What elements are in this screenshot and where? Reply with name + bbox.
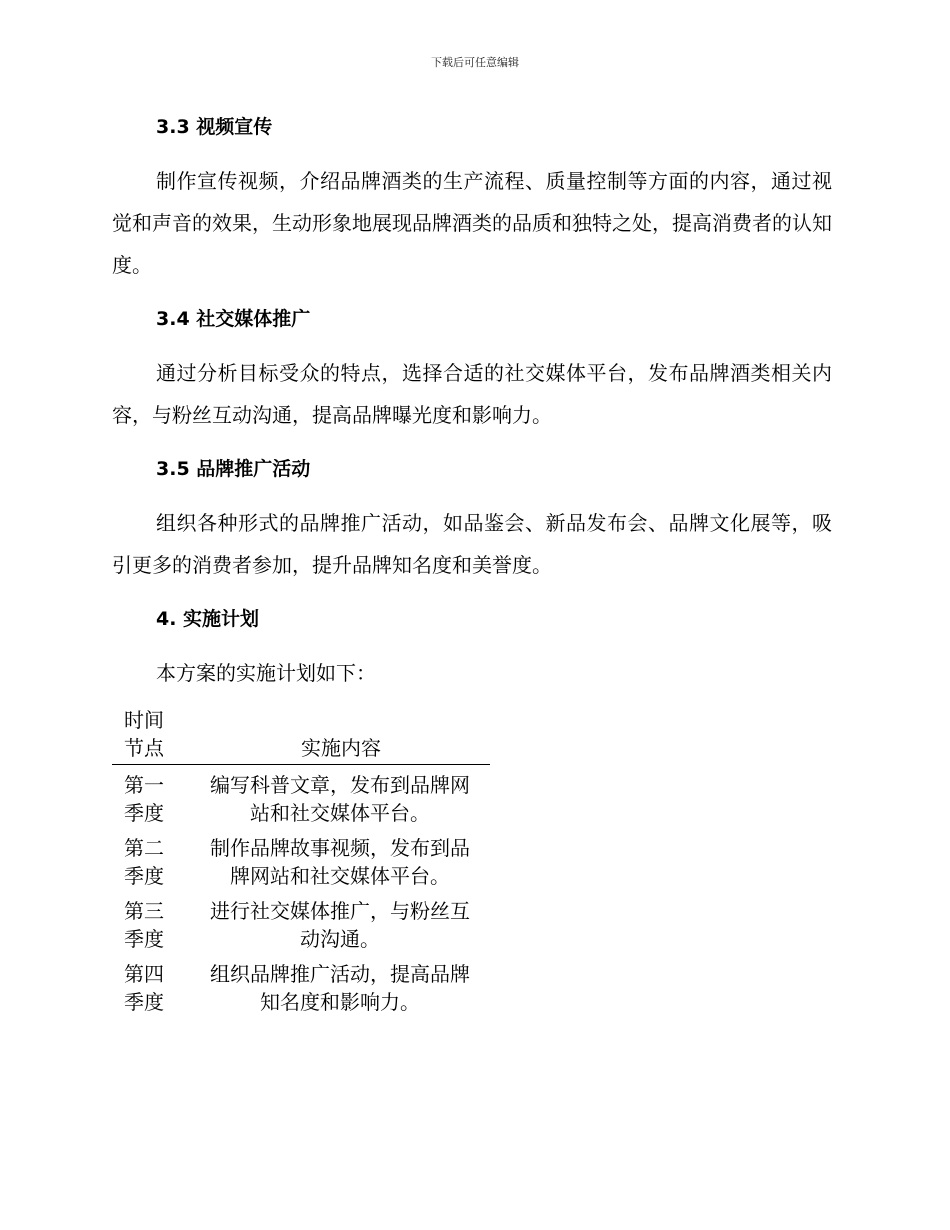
- table-cell-time-line1: 第四: [124, 962, 164, 986]
- table-cell-time-line2: 季度: [124, 990, 164, 1014]
- table-cell-time-line2: 季度: [124, 927, 164, 951]
- table-header-time: [112, 706, 192, 765]
- section-heading: 3.3 视频宣传: [156, 116, 273, 138]
- table-cell-content: 编写科普文章，发布到品牌网站和社交媒体平台。: [210, 773, 470, 825]
- table-cell-time: [112, 892, 192, 955]
- table-cell-content: 制作品牌故事视频，发布到品牌网站和社交媒体平台。: [210, 836, 470, 888]
- section-paragraph: 组织各种形式的品牌推广活动，如品鉴会、新品发布会、品牌文化展等，吸引更多的消费者参加，提升品牌知名度和美誉度。: [112, 511, 832, 577]
- table-row: [112, 765, 490, 830]
- table-cell-time: [112, 829, 192, 892]
- table-cell-time: [112, 765, 192, 830]
- section-heading: 3.5 品牌推广活动: [156, 458, 311, 480]
- table-cell-time-line2: 季度: [124, 864, 164, 888]
- table-row: [112, 955, 490, 1018]
- section-heading: 4. 实施计划: [156, 608, 260, 630]
- table-header-content: 实施内容: [192, 706, 490, 765]
- table-cell-time-line1: 第三: [124, 899, 164, 923]
- document-body: [112, 110, 832, 1018]
- section-paragraph: 本方案的实施计划如下：: [156, 661, 376, 685]
- table-row: [112, 829, 490, 892]
- table-cell-time: [112, 955, 192, 1018]
- table-row: [112, 892, 490, 955]
- section-paragraph: 制作宣传视频，介绍品牌酒类的生产流程、质量控制等方面的内容，通过视觉和声音的效果，生动形象地展现品牌酒类的品质和独特之处，提高消费者的认知度。: [112, 169, 832, 277]
- table-cell-time-line1: 第一: [124, 773, 164, 797]
- header-watermark: 下载后可任意编辑: [431, 56, 519, 69]
- table-header-time-line2: 节点: [124, 736, 164, 760]
- table-cell-content: 组织品牌推广活动，提高品牌知名度和影响力。: [210, 962, 470, 1014]
- table-cell-time-line1: 第二: [124, 836, 164, 860]
- implementation-plan-table: [112, 706, 490, 1018]
- section-paragraph: 通过分析目标受众的特点，选择合适的社交媒体平台，发布品牌酒类相关内容，与粉丝互动沟通，提高品牌曝光度和影响力。: [112, 361, 832, 427]
- section-heading: 3.4 社交媒体推广: [156, 308, 311, 330]
- table-cell-time-line2: 季度: [124, 801, 164, 825]
- table-cell-content: 进行社交媒体推广，与粉丝互动沟通。: [210, 899, 470, 951]
- table-header-row: [112, 706, 490, 765]
- table-header-time-line1: 时间: [124, 708, 164, 732]
